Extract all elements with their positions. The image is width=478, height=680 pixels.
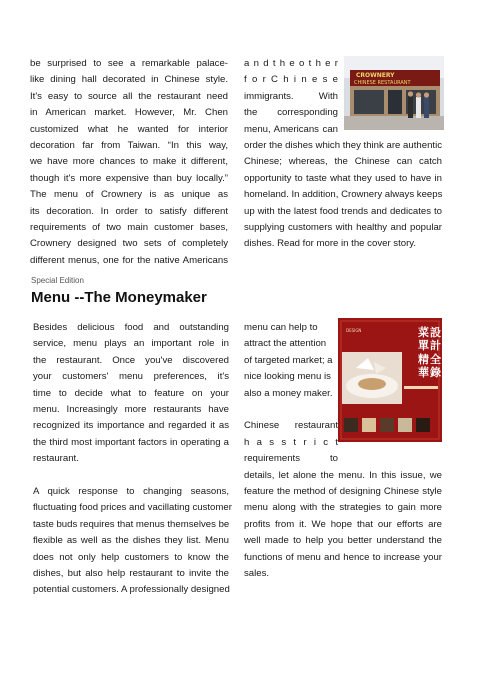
text-line: fluctuating food prices and vacillating customer	[33, 502, 232, 514]
text-line: a n d t h e o t h e r	[244, 58, 338, 69]
text-line: in American market. However, Mr. Chen	[30, 107, 228, 119]
text-line: flexible as well as the dishes they list. Menu	[33, 535, 229, 547]
text-line: menu. Increasingly more restaurants have	[33, 404, 229, 416]
svg-text:精: 精	[418, 353, 429, 366]
svg-text:華: 華	[418, 366, 429, 379]
article-top-left-column	[30, 56, 228, 269]
text-line: also a money maker.	[244, 387, 333, 399]
text-line: customized what he wanted for interior	[30, 123, 228, 135]
text-line: Besides delicious food and outstanding	[33, 322, 229, 333]
text-line: well made to help you better understand the	[244, 535, 442, 547]
text-line: attract the attention	[244, 338, 327, 350]
text-line: does not only help customers to know the	[33, 551, 229, 563]
svg-text:菜: 菜	[418, 326, 429, 339]
text-line: feature the method of designing Chinese style	[244, 486, 442, 498]
text-line: be surprised to see a remarkable palace-	[30, 58, 228, 69]
text-line: its decoration. In order to satisfy different	[30, 205, 228, 217]
text-line: dishes, but also help restaurant to invite the	[33, 568, 229, 580]
text-line: functions of menu and hence to increase your	[244, 551, 442, 563]
text-line: time to decide what to feature on your	[33, 387, 229, 399]
text-line: menu can help to	[244, 322, 318, 333]
text-line: restaurant.	[33, 453, 79, 465]
text-line: like dining hall decorated in Chinese style.	[30, 74, 228, 86]
text-line: nice looking menu is	[244, 371, 331, 383]
text-line: immigrants. With	[244, 90, 338, 102]
text-line: though it's more expensive than buy locally.”	[30, 172, 228, 184]
svg-text:計: 計	[430, 339, 441, 352]
text-line: order the dishes which they think are authentic	[244, 140, 442, 152]
text-line: taste buds requires that menus themselves be	[33, 518, 230, 530]
text-line: homeland. In addition, Crownery always keeps	[244, 189, 443, 201]
text-line: decoration far from Taiwan. “In this way,	[30, 140, 228, 152]
text-line: A quick response to changing seasons,	[33, 486, 229, 498]
text-line: Chinese; whereas, the Chinese can catch	[244, 156, 442, 168]
text-line: different menus, one for the native Americans	[30, 254, 228, 266]
text-line: the corresponding	[244, 107, 338, 119]
text-line: the restaurant. Once you've discovered	[33, 354, 229, 366]
article-bottom-left-column	[33, 320, 232, 599]
section-kicker: Special Edition	[31, 276, 84, 285]
svg-text:全: 全	[430, 353, 441, 366]
text-line: supplying customers with healthy and popular	[244, 222, 442, 234]
text-line: up with the latest food trends and dedicates to	[244, 205, 442, 217]
text-line: of targeted market; a	[244, 354, 333, 366]
svg-text:CHINESE RESTAURANT: CHINESE RESTAURANT	[354, 80, 411, 86]
menu-book-cover-image	[338, 318, 442, 442]
text-line: Crownery designed two sets of completely	[30, 238, 228, 250]
svg-text:DESIGN: DESIGN	[346, 328, 362, 333]
text-line: sales.	[244, 568, 270, 580]
text-line: It's easy to source all the restaurant need	[30, 90, 228, 102]
text-line: requirements to	[244, 453, 338, 465]
restaurant-storefront-photo	[344, 56, 444, 130]
text-line: service, menu plays an important role in	[33, 338, 229, 350]
svg-text:錄: 錄	[430, 366, 441, 379]
section-headline: Menu --The Moneymaker	[31, 289, 207, 306]
text-line: potential customers. A professionally designed	[33, 584, 230, 596]
text-line: h a s s t r i c t	[244, 436, 338, 448]
text-line: profits from it. We hope that our efforts are	[244, 518, 442, 530]
text-line: we have more chances to make it different,	[30, 156, 228, 168]
text-line: menu along with the strategies to gain more	[244, 502, 442, 514]
svg-text:CROWNERY: CROWNERY	[356, 72, 395, 79]
text-line: dishes. Read for more in the cover story.	[244, 238, 417, 250]
text-line: opportunity to taste what they used to have in	[244, 172, 442, 184]
svg-text:設: 設	[430, 326, 441, 339]
text-line: Chinese restaurant	[244, 420, 338, 432]
text-line: The menu of Crownery is as unique as	[30, 189, 228, 201]
text-line: details, let alone the menu. In this issue, we	[244, 469, 442, 481]
text-line: your customers' menu preferences, it's	[33, 371, 229, 383]
text-line: requirements of two main customer bases,	[30, 222, 228, 234]
text-line: f o r C h i n e s e	[244, 74, 338, 86]
text-line: the third most important factors in operating a	[33, 436, 229, 448]
text-line: menu, Americans can	[244, 123, 338, 135]
svg-text:單: 單	[418, 339, 429, 352]
text-line: recognized its importance and regarded it as	[33, 420, 229, 432]
